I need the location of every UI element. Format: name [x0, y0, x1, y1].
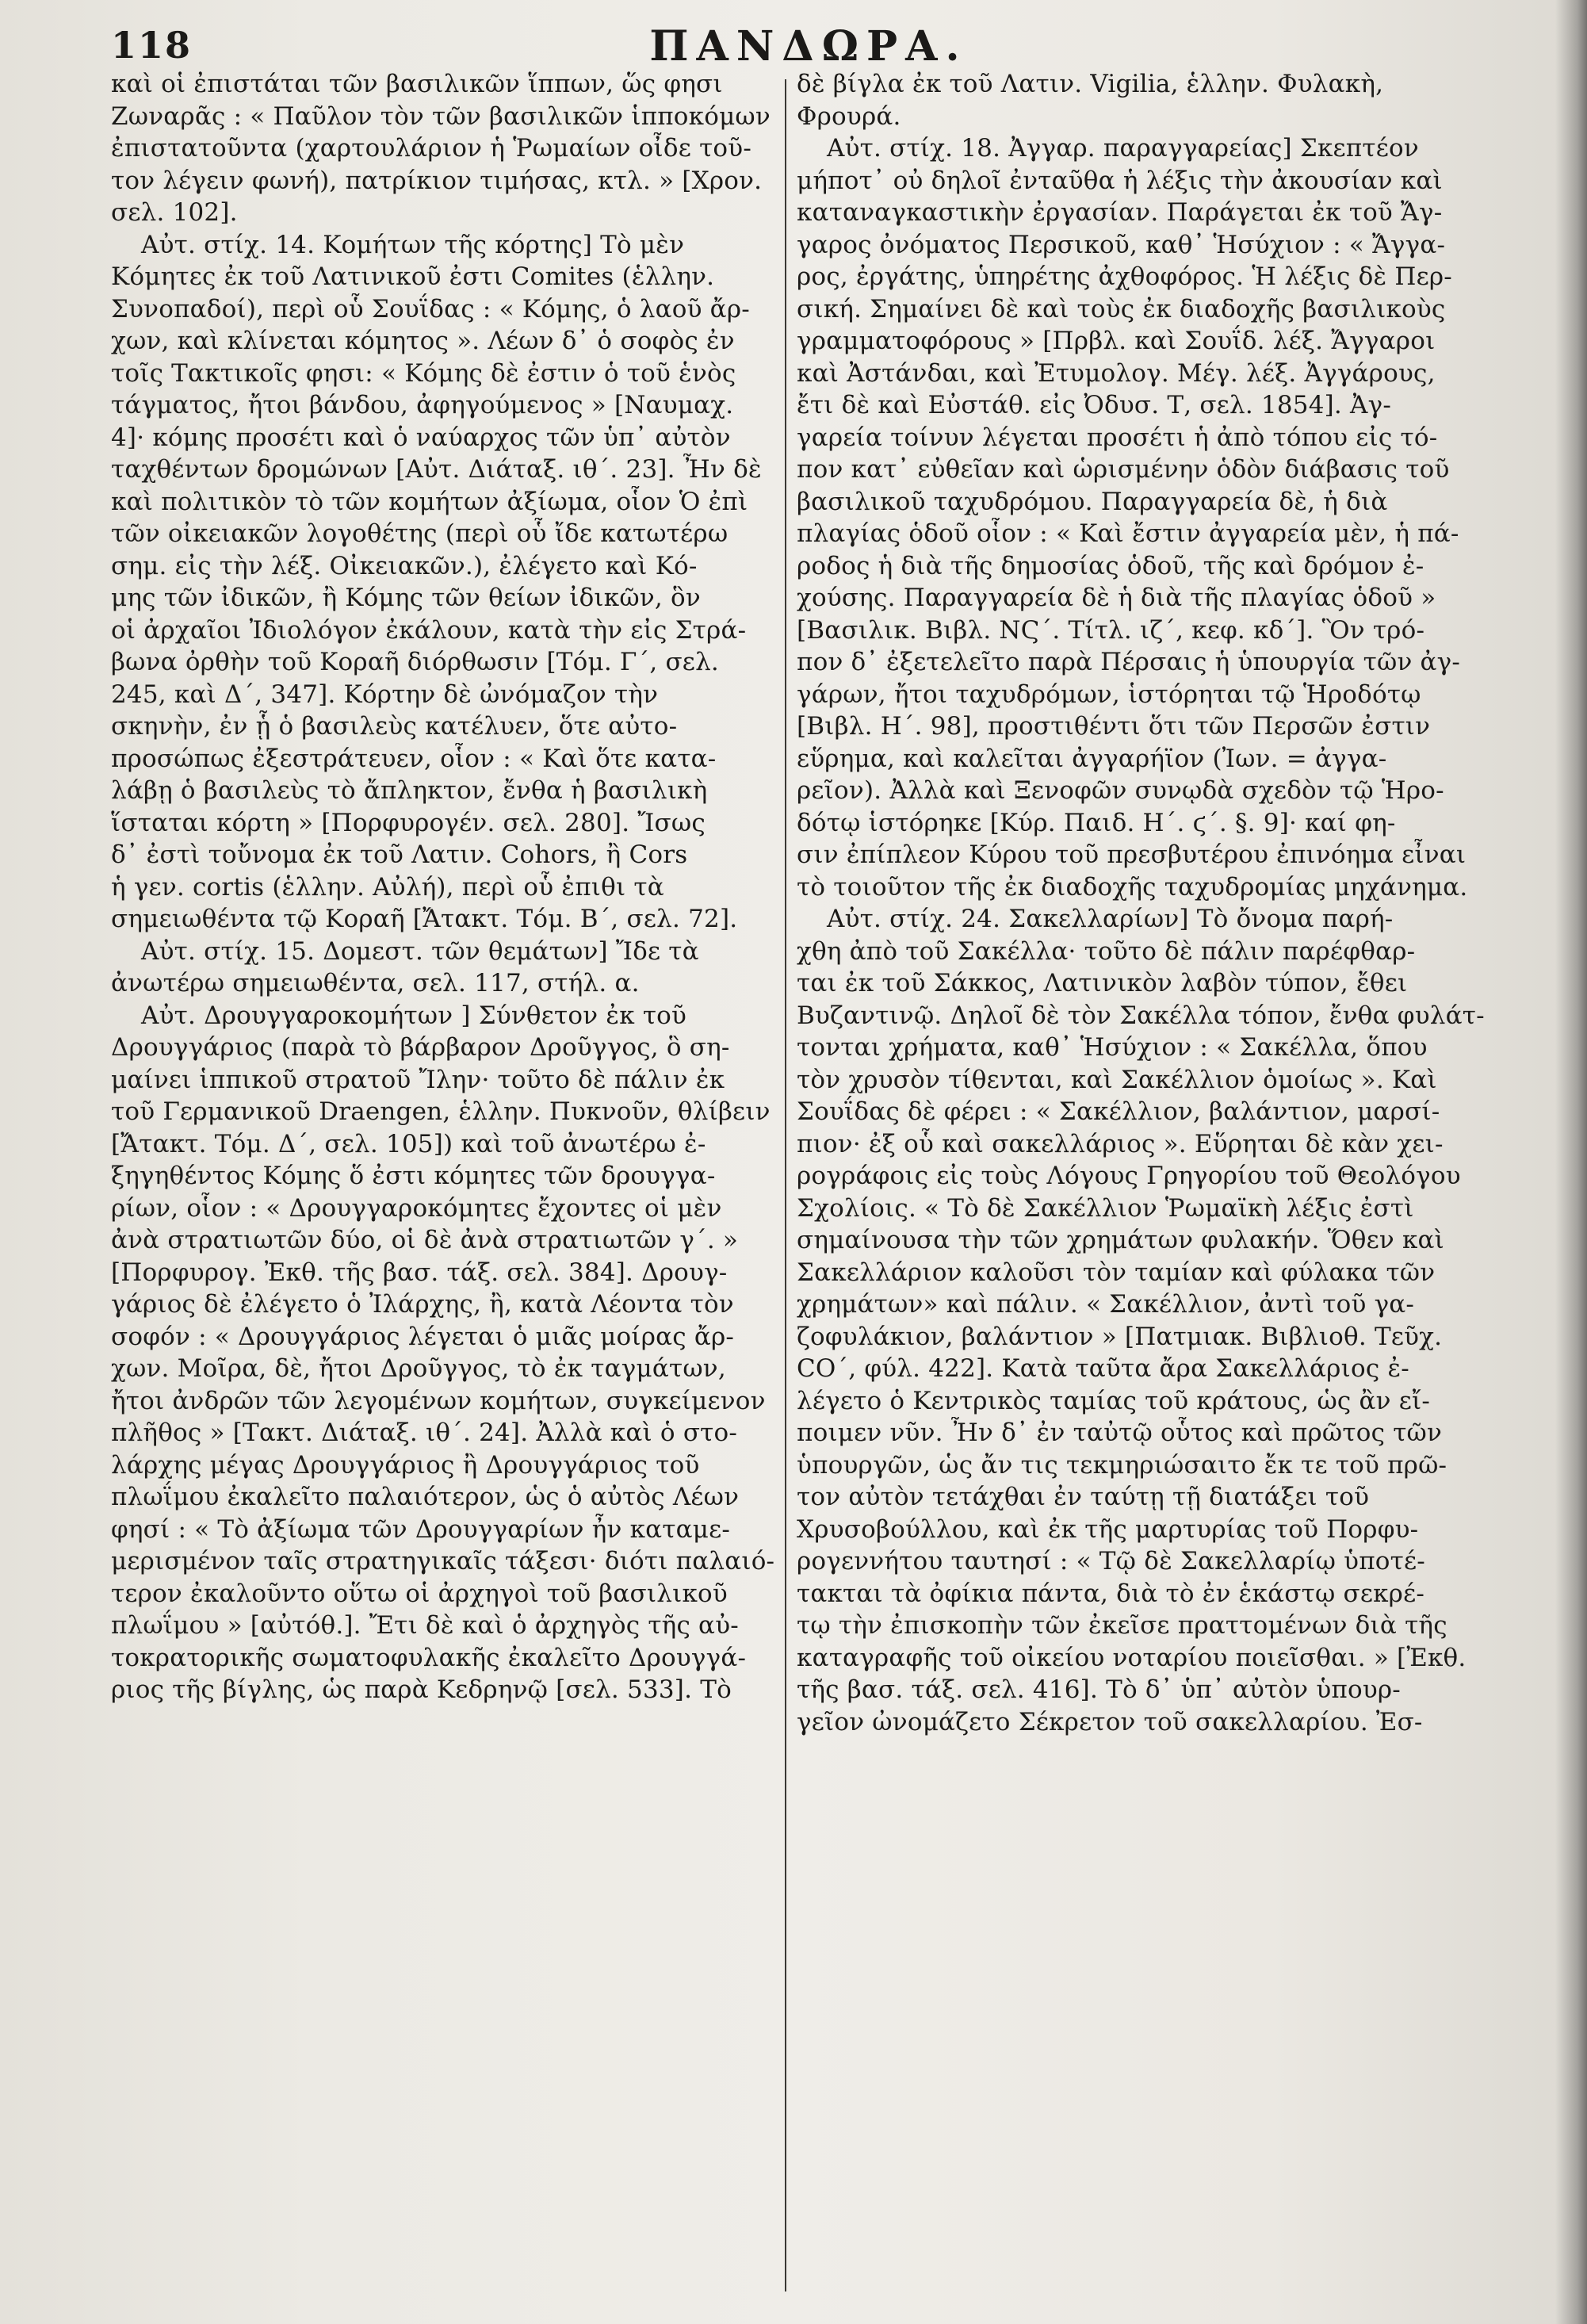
text-line: ϹΟ΄, φύλ. 422]. Κατὰ ταῦτα ἄρα Σακελλάριος ἐ- — [797, 1354, 1409, 1383]
text-line: Φρουρά. — [797, 101, 901, 131]
text-line: χούσης. Παραγγαρεία δὲ ἡ διὰ τῆς πλαγίας ὁδοῦ » — [797, 584, 1436, 612]
text-line: Αὐτ. στίχ. 14. Κομήτων τῆς κόρτης] Τὸ μὲν — [141, 230, 685, 259]
text-line: καταγραφῆς τοῦ οἰκείου νοταρίου ποιεῖσθαι. » [Ἐκθ. — [797, 1643, 1467, 1672]
text-line: Αὐτ. Δρουγγαροκομήτων ] Σύνθετον ἐκ τοῦ — [141, 1001, 687, 1030]
text-line: γαρεία τοίνυν λέγεται προσέτι ἡ ἀπὸ τόπου εἰς τό- — [797, 423, 1438, 452]
text-line: οἱ ἀρχαῖοι Ἰδιολόγον ἐκάλουν, κατὰ τὴν εἰς Στρά- — [111, 615, 747, 645]
text-line: Κόμητες ἐκ τοῦ Λατινικοῦ ἐστι Comites (ἑλλην. — [111, 262, 715, 291]
text-line: δ᾽ ἐστὶ τοὔνομα ἐκ τοῦ Λατιν. Cohors, ἢ Cors — [111, 840, 688, 869]
text-line: Συνοπαδοί), περὶ οὗ Σουΐδας : « Κόμης, ὁ λαοῦ ἄρ- — [111, 294, 750, 324]
text-line: τάγματος, ἤτοι βάνδου, ἀφηγούμενος » [Ναυμαχ. — [111, 391, 734, 419]
text-line: ταχθέντων δρομώνων [Αὐτ. Διάταξ. ιθ΄. 23]. Ἦν δὲ — [111, 455, 762, 484]
text-line: Σακελλάριον καλοῦσι τὸν ταμίαν καὶ φύλακα τῶν — [797, 1258, 1436, 1287]
text-line: πλαγίας ὁδοῦ οἷον : « Καὶ ἔστιν ἀγγαρεία μὲν, ἡ πά- — [797, 519, 1459, 548]
page-number: 118 — [111, 24, 193, 67]
text-line: λάβῃ ὁ βασιλεὺς τὸ ἄπληκτον, ἔνθα ἡ βασιλικὴ — [111, 776, 708, 805]
text-line: ποιμεν νῦν. Ἦν δ᾽ ἐν ταὐτῷ οὗτος καὶ πρῶτος τῶν — [797, 1419, 1443, 1447]
text-line: ἡ γεν. cortis (ἑλλην. Αὐλή), περὶ οὗ ἐπιθι τὰ — [111, 872, 664, 902]
text-line: μαίνει ἱππικοῦ στρατοῦ Ἴλην· τοῦτο δὲ πάλιν ἐκ — [111, 1065, 725, 1094]
text-line: τερον ἐκαλοῦντο οὕτω οἱ ἀρχηγοὶ τοῦ βασιλικοῦ — [111, 1579, 728, 1608]
text-line: τὸ τοιοῦτον τῆς ἐκ διαδοχῆς ταχυδρομίας μηχάνημα. — [797, 872, 1468, 902]
text-line: τοκρατορικῆς σωματοφυλακῆς ἐκαλεῖτο Δρουγγά- — [111, 1643, 747, 1672]
text-line: ται ἐκ τοῦ Σάκκος, Λατινικὸν λαβὸν τύπον, ἔθει — [797, 969, 1408, 997]
left-text-column — [111, 68, 785, 1706]
text-line: σελ. 102]. — [111, 198, 238, 227]
text-line: σημειωθέντα τῷ Κοραῆ [Ἄτακτ. Τόμ. Β΄, σελ. 72]. — [111, 905, 738, 933]
text-line: ροδος ἡ διὰ τῆς δημοσίας ὁδοῦ, τῆς καὶ δρόμον ἐ- — [797, 551, 1424, 580]
text-line: καὶ πολιτικὸν τὸ τῶν κομήτων ἀξίωμα, οἷον Ὁ ἐπὶ — [111, 487, 748, 516]
text-line: ἀνωτέρω σημειωθέντα, σελ. 117, στήλ. α. — [111, 969, 640, 997]
text-line: τον λέγειν φωνή), πατρίκιον τιμήσας, κτλ. » [Χρον. — [111, 166, 763, 195]
text-line: Αὐτ. στίχ. 18. Ἀγγαρ. παραγγαρείας] Σκεπτέον — [827, 134, 1419, 163]
text-line: λέγετο ὁ Κεντρικὸς ταμίας τοῦ κράτους, ὡς ἂν εἴ- — [797, 1386, 1431, 1415]
text-line: πιον· ἐξ οὗ καὶ σακελλάριος ». Εὕρηται δὲ κὰν χει- — [797, 1129, 1444, 1158]
text-line: ὑπουργῶν, ὡς ἄν τις τεκμηριώσαιτο ἔκ τε τοῦ πρῶ- — [797, 1450, 1447, 1480]
text-line: βωνα ὀρθὴν τοῦ Κοραῆ διόρθωσιν [Τόμ. Γ΄, σελ. — [111, 648, 719, 676]
text-line: Βυζαντινῷ. Δηλοῖ δὲ τὸν Σακέλλα τόπον, ἔνθα φυλάτ- — [797, 1001, 1485, 1030]
column-divider — [785, 79, 786, 2291]
text-line: πον δ᾽ ἐξετελεῖτο παρὰ Πέρσαις ἡ ὑπουργία τῶν ἀγ- — [797, 648, 1461, 676]
text-line: ἤτοι ἀνδρῶν τῶν λεγομένων κομήτων, συγκείμενον — [111, 1386, 766, 1415]
text-line: προσώπως ἐξεστράτευεν, οἷον : « Καὶ ὅτε κατα- — [111, 744, 717, 773]
text-line: [Βασιλικ. Βιβλ. ΝϚ΄. Τίτλ. ιζ΄, κεφ. κδ΄]. Ὃν τρό- — [797, 615, 1425, 645]
text-line: ρογράφοις εἰς τοὺς Λόγους Γρηγορίου τοῦ Θεολόγου — [797, 1162, 1461, 1190]
text-line: τῶν οἰκειακῶν λογοθέτης (περὶ οὗ ἴδε κατωτέρω — [111, 519, 728, 548]
text-line: ξηγηθέντος Κόμης ὅ ἐστι κόμητες τῶν δρουγγα- — [111, 1162, 716, 1190]
text-line: μήποτ᾽ οὐ δηλοῖ ἐνταῦθα ἡ λέξις τὴν ἀκουσίαν καὶ — [797, 166, 1443, 195]
text-line: τῆς βασ. τάξ. σελ. 416]. Τὸ δ᾽ ὑπ᾽ αὐτὸν ὑπουρ- — [797, 1675, 1401, 1704]
text-line: τον αὐτὸν τετάχθαι ἐν ταύτῃ τῇ διατάξει τοῦ — [797, 1483, 1370, 1511]
text-line: χων. Μοῖρα, δὲ, ἤτοι Δροῦγγος, τὸ ἐκ ταγμάτων, — [111, 1354, 726, 1383]
text-line: ζοφυλάκιον, βαλάντιον » [Πατμιακ. Βιβλιοθ. Τεῦχ. — [797, 1322, 1443, 1351]
text-line: σημ. εἰς τὴν λέξ. Οἰκειακῶν.), ἐλέγετο καὶ Κό- — [111, 551, 698, 580]
text-line: γάριος δὲ ἐλέγετο ὁ Ἰλάρχης, ἢ, κατὰ Λέοντα τὸν — [111, 1290, 734, 1319]
text-line: πλῆθος » [Τακτ. Διάταξ. ιθ΄. 24]. Ἀλλὰ καὶ ὁ στο- — [111, 1419, 738, 1447]
text-line: μης τῶν ἰδικῶν, ἢ Κόμης τῶν θείων ἰδικῶν, ὃν — [111, 584, 701, 612]
text-line: Δρουγγάριος (παρὰ τὸ βάρβαρον Δροῦγγος, ὃ ση- — [111, 1033, 730, 1062]
text-line: χρημάτων» καὶ πάλιν. « Σακέλλιον, ἀντὶ τοῦ γα- — [797, 1290, 1415, 1319]
text-line: γεῖον ὠνομάζετο Σέκρετον τοῦ σακελλαρίου. Ἐσ- — [797, 1707, 1423, 1736]
text-line: δὲ βίγλα ἐκ τοῦ Λατιν. Vigilia, ἑλλην. Φυλακὴ, — [797, 70, 1384, 98]
text-line: ἵσταται κόρτη » [Πορφυρογέν. σελ. 280]. Ἴσως — [111, 808, 706, 837]
text-line: τῳ τὴν ἐπισκοπὴν τῶν ἐκεῖσε πραττομένων διὰ τῆς — [797, 1611, 1447, 1640]
text-line: ἐπιστατοῦντα (χαρτουλάριον ἡ Ῥωμαίων οἶδε τοῦ- — [111, 134, 752, 163]
text-line: Αὐτ. στίχ. 15. Δομεστ. τῶν θεμάτων] Ἴδε τὰ — [141, 936, 699, 966]
text-line: [Πορφυρογ. Ἐκθ. τῆς βασ. τάξ. σελ. 384]. Δρουγ- — [111, 1258, 728, 1287]
text-line: 4]· κόμης προσέτι καὶ ὁ ναύαρχος τῶν ὑπ᾽ αὐτὸν — [111, 423, 731, 452]
text-line: 245, καὶ Δ΄, 347]. Κόρτην δὲ ὠνόμαζον τὴν — [111, 680, 659, 709]
text-line: χων, καὶ κλίνεται κόμητος ». Λέων δ᾽ ὁ σοφὸς ἐν — [111, 327, 735, 355]
text-line: γραμματοφόρους » [Πρβλ. καὶ Σουΐδ. λέξ. Ἄγγαροι — [797, 327, 1436, 355]
running-head — [111, 17, 1506, 73]
page-edge-shadow — [1555, 0, 1587, 2324]
text-line: Χρυσοβούλλου, καὶ ἐκ τῆς μαρτυρίας τοῦ Πορφυ- — [797, 1514, 1419, 1544]
text-line: [Βιβλ. Η΄. 98], προστιθέντι ὅτι τῶν Περσῶν ἐστιν — [797, 712, 1431, 741]
text-line: ριος τῆς βίγλης, ὡς παρὰ Κεδρηνῷ [σελ. 533]. Τὸ — [111, 1675, 732, 1704]
text-line: φησί : « Τὸ ἀξίωμα τῶν Δρουγγαρίων ἦν καταμε- — [111, 1514, 731, 1544]
text-line: Ζωναρᾶς : « Παῦλον τὸν τῶν βασιλικῶν ἱπποκόμων — [111, 101, 771, 131]
text-line: ρεῖον). Ἀλλὰ καὶ Ξενοφῶν συνῳδὰ σχεδὸν τῷ Ἡρο- — [797, 776, 1444, 805]
text-line: ρίων, οἷον : « Δρουγγαροκόμητες ἔχοντες οἱ μὲν — [111, 1193, 722, 1223]
text-line: πλωΐμου » [αὐτόθ.]. Ἔτι δὲ καὶ ὁ ἀρχηγὸς τῆς αὐ- — [111, 1611, 739, 1640]
text-line: [Ἄτακτ. Τόμ. Δ΄, σελ. 105]) καὶ τοῦ ἀνωτέρω ἐ- — [111, 1129, 706, 1158]
running-title: ΠΑΝΔΩΡΑ. — [649, 22, 968, 71]
text-line: καὶ οἱ ἐπιστάται τῶν βασιλικῶν ἵππων, ὥς φησι — [111, 70, 723, 98]
text-line: βασιλικοῦ ταχυδρόμου. Παραγγαρεία δὲ, ἡ διὰ — [797, 487, 1388, 516]
text-line: εὕρημα, καὶ καλεῖται ἀγγαρήϊον (Ἰων. = ἀγγα- — [797, 744, 1387, 773]
text-line: Σουΐδας δὲ φέρει : « Σακέλλιον, βαλάντιον, μαρσί- — [797, 1097, 1440, 1126]
text-line: ρος, ἐργάτης, ὑπηρέτης ἀχθοφόρος. Ἡ λέξις δὲ Περ- — [797, 262, 1452, 291]
text-line: δότῳ ἱστόρηκε [Κύρ. Παιδ. Η΄. ϛ΄. §. 9]· καί φη- — [797, 808, 1396, 837]
text-line: γάρων, ἤτοι ταχυδρόμων, ἱστόρηται τῷ Ἡροδότῳ — [797, 680, 1421, 709]
text-line: σκηνὴν, ἐν ᾗ ὁ βασιλεὺς κατέλυεν, ὅτε αὐτο- — [111, 712, 678, 741]
text-line: πον κατ᾽ εὐθεῖαν καὶ ὡρισμένην ὁδὸν διάβασις τοῦ — [797, 455, 1450, 484]
text-line: Αὐτ. στίχ. 24. Σακελλαρίων] Τὸ ὄνομα παρή- — [827, 905, 1394, 933]
text-line: καταναγκαστικὴν ἐργασίαν. Παράγεται ἐκ τοῦ Ἄγ- — [797, 198, 1443, 227]
text-line: τοῦ Γερμανικοῦ Draengen, ἑλλην. Πυκνοῦν, θλίβειν — [111, 1097, 771, 1126]
text-line: τονται χρήματα, καθ᾽ Ἡσύχιον : « Σακέλλα, ὅπου — [797, 1033, 1428, 1062]
text-line: καὶ Ἀστάνδαι, καὶ Ἐτυμολογ. Μέγ. λέξ. Ἀγγάρους, — [797, 358, 1436, 388]
text-line: τὸν χρυσὸν τίθενται, καὶ Σακέλλιον ὁμοίως ». Καὶ — [797, 1065, 1437, 1094]
text-line: σημαίνουσα τὴν τῶν χρημάτων φυλακήν. Ὅθεν καὶ — [797, 1226, 1445, 1254]
text-line: Σχολίοις. « Τὸ δὲ Σακέλλιον Ῥωμαϊκὴ λέξις ἐστὶ — [797, 1193, 1414, 1223]
text-line: τακται τὰ ὀφίκια πάντα, διὰ τὸ ἐν ἑκάστῳ σεκρέ- — [797, 1579, 1425, 1608]
text-line: τοῖς Τακτικοῖς φησι: « Κόμης δὲ ἐστιν ὁ τοῦ ἑνὸς — [111, 358, 736, 388]
text-line: ἔτι δὲ καὶ Εὐστάθ. εἰς Ὀδυσ. Τ, σελ. 1854]. Ἀγ- — [797, 391, 1392, 419]
text-line: ρογεννήτου ταυτησί : « Τῷ δὲ Σακελλαρίῳ ὑποτέ- — [797, 1547, 1425, 1575]
text-line: σιν ἐπίπλεον Κύρου τοῦ πρεσβυτέρου ἐπινόημα εἶναι — [797, 840, 1467, 869]
text-line: μερισμένον ταῖς στρατηγικαῖς τάξεσι· διότι παλαιό- — [111, 1547, 775, 1575]
text-line: ἀνὰ στρατιωτῶν δύο, οἱ δὲ ἀνὰ στρατιωτῶν γ΄. » — [111, 1226, 739, 1254]
text-line: γαρος ὀνόματος Περσικοῦ, καθ᾽ Ἡσύχιον : « Ἄγγα- — [797, 230, 1446, 259]
text-line: πλωΐμου ἐκαλεῖτο παλαιότερον, ὡς ὁ αὐτὸς Λέων — [111, 1483, 740, 1511]
text-line: σοφόν : « Δρουγγάριος λέγεται ὁ μιᾶς μοίρας ἄρ- — [111, 1322, 735, 1351]
right-text-column — [797, 68, 1486, 1738]
text-line: σική. Σημαίνει δὲ καὶ τοὺς ἐκ διαδοχῆς βασιλικοὺς — [797, 294, 1446, 324]
text-line: χθη ἀπὸ τοῦ Σακέλλα· τοῦτο δὲ πάλιν παρέφθαρ- — [797, 936, 1416, 966]
text-line: λάρχης μέγας Δρουγγάριος ἢ Δρουγγάριος τοῦ — [111, 1450, 700, 1480]
